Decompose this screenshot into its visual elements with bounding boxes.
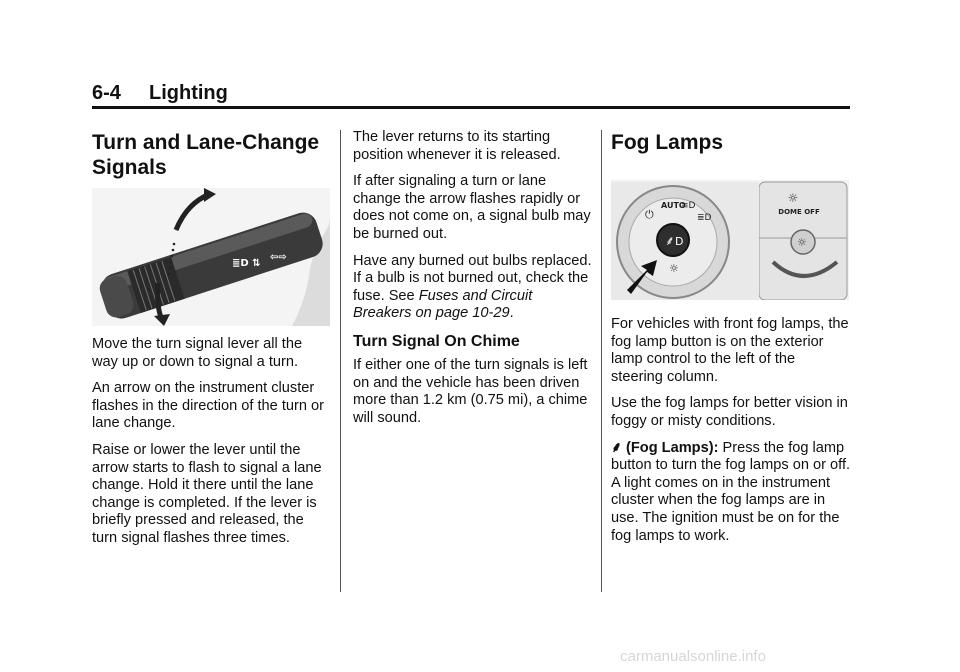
term-label: (Fog Lamps): [626, 439, 719, 456]
column-3 [611, 130, 851, 155]
svg-text:☼: ☼ [797, 236, 807, 249]
column-divider [340, 130, 341, 592]
paragraph-end: . [509, 305, 514, 322]
svg-text:D: D [675, 235, 684, 248]
paragraph: The lever returns to its starting position whenever it is released. [353, 129, 561, 163]
paragraph: Use the fog lamps for better vision in foggy or misty conditions. [611, 395, 848, 429]
heading-line: Signals [92, 156, 167, 179]
turn-signal-lever-figure [92, 188, 330, 326]
cross-reference: Fuses and Circuit Breakers on page 10-29 [353, 287, 533, 322]
watermark: carmanualsonline.info [620, 648, 766, 665]
auto-label: AUTO [661, 201, 686, 210]
paragraph: Raise or lower the lever until the arrow starts to flash to signal a lane change. Hold it there until the lane change is completed. If the lever is briefly pressed and released, the turn signal flashes three times. [92, 441, 322, 546]
page-number: 6-4 [92, 82, 121, 104]
paragraph: Move the turn signal lever all the way up or down to signal a turn. [92, 336, 303, 370]
section-heading [92, 130, 332, 180]
column-3-body [611, 316, 851, 554]
paragraph: If after signaling a turn or lane change the arrow flashes rapidly or does not come on, a signal bulb may be burned out. [353, 173, 591, 242]
fog-lamp-icon: ⸙ [611, 439, 622, 456]
paragraph: For vehicles with front fog lamps, the fog lamp button is on the exterior lamp control to the left of the steering column. [611, 316, 849, 385]
header-rule [92, 106, 850, 109]
page-header [92, 80, 850, 110]
column-divider [601, 130, 602, 592]
paragraph-text: Have any burned out bulbs replaced. If a bulb is not burned out, check the fuse. See [353, 252, 592, 304]
column-1 [92, 130, 332, 180]
paragraph: An arrow on the instrument cluster flashes in the direction of the turn or lane change. [92, 380, 325, 432]
svg-text:⏻: ⏻ [645, 208, 654, 221]
svg-text:☼: ☼ [787, 191, 799, 205]
svg-text:≣D: ≣D [697, 213, 712, 223]
svg-text:≡D: ≡D [681, 201, 696, 211]
column-1-body [92, 336, 332, 557]
fog-lamp-control-figure [611, 180, 849, 300]
paragraph [353, 253, 593, 323]
paragraph [611, 440, 851, 546]
svg-text:⇦⇨: ⇦⇨ [270, 252, 287, 263]
svg-text:☼: ☼ [669, 262, 679, 275]
svg-text:≣D ⇅: ≣D ⇅ [232, 258, 261, 269]
fog-lamp-icon: ⸙ [665, 234, 675, 249]
paragraph-text: Press the fog lamp button to turn the fog lamps on or off. A light comes on in the instrument cluster when the fog lamps are in use. The ignition must be on for the fog lamps to work. [611, 439, 851, 544]
column-2 [353, 129, 593, 436]
section-heading: Fog Lamps [611, 131, 724, 154]
dome-off-label: DOME OFF [778, 208, 820, 216]
heading-line: Turn and Lane-Change [92, 131, 320, 154]
section-title: Lighting [149, 82, 228, 104]
subheading: Turn Signal On Chime [353, 332, 520, 350]
paragraph: If either one of the turn signals is left on and the vehicle has been driven more than 1.2 km (0.75 mi), a chime will sound. [353, 356, 588, 426]
